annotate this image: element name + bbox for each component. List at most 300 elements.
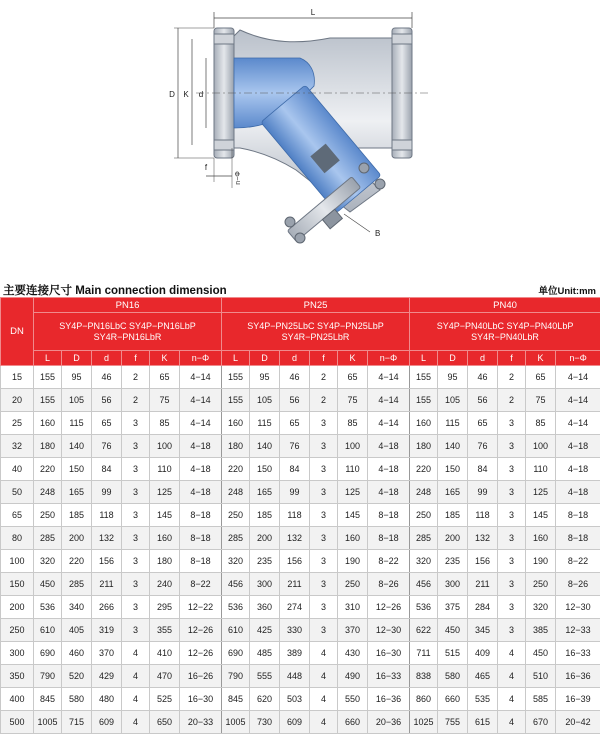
- table-cell: 4: [498, 688, 526, 711]
- table-cell: 65: [280, 412, 310, 435]
- group-pn25-header: PN25: [222, 298, 410, 313]
- table-cell: 4: [498, 711, 526, 734]
- table-cell: 790: [34, 665, 62, 688]
- table-cell: 8−22: [556, 550, 600, 573]
- table-cell: 535: [468, 688, 498, 711]
- subheader-5: K: [526, 351, 556, 366]
- table-cell: 295: [150, 596, 180, 619]
- dn-cell: 300: [1, 642, 34, 665]
- table-cell: 4: [498, 642, 526, 665]
- table-cell: 3: [310, 412, 338, 435]
- table-cell: 115: [438, 412, 468, 435]
- table-cell: 670: [526, 711, 556, 734]
- table-cell: 155: [410, 389, 438, 412]
- dn-cell: 15: [1, 366, 34, 389]
- cap-bolt-left: [285, 217, 295, 227]
- table-cell: 615: [468, 711, 498, 734]
- table-cell: 609: [92, 711, 122, 734]
- dim-D-label: D: [169, 90, 175, 99]
- subheader-6: n−Φ: [180, 351, 222, 366]
- table-cell: 266: [92, 596, 122, 619]
- table-cell: 4: [122, 711, 150, 734]
- table-row: [1, 619, 600, 642]
- table-cell: 85: [526, 412, 556, 435]
- table-cell: 660: [438, 688, 468, 711]
- table-cell: 84: [468, 458, 498, 481]
- table-cell: 250: [222, 504, 250, 527]
- table-cell: 285: [62, 573, 92, 596]
- table-cell: 340: [62, 596, 92, 619]
- table-cell: 448: [280, 665, 310, 688]
- table-cell: 320: [34, 550, 62, 573]
- table-cell: 450: [438, 619, 468, 642]
- subheader-5: K: [150, 351, 180, 366]
- table-cell: 220: [410, 458, 438, 481]
- right-flange-bolt-bottom: [392, 140, 412, 150]
- table-cell: 285: [34, 527, 62, 550]
- table-cell: 429: [92, 665, 122, 688]
- dn-cell: 250: [1, 619, 34, 642]
- table-cell: 4−14: [556, 366, 600, 389]
- dim-d-label: d: [198, 90, 204, 99]
- table-cell: 650: [150, 711, 180, 734]
- table-cell: 211: [280, 573, 310, 596]
- table-cell: 300: [438, 573, 468, 596]
- table-cell: 460: [62, 642, 92, 665]
- table-cell: 250: [526, 573, 556, 596]
- table-cell: 284: [468, 596, 498, 619]
- table-cell: 115: [62, 412, 92, 435]
- table-cell: 4−18: [368, 481, 410, 504]
- table-cell: 76: [92, 435, 122, 458]
- table-cell: 4−18: [556, 481, 600, 504]
- table-cell: 3: [122, 596, 150, 619]
- table-cell: 156: [468, 550, 498, 573]
- table-cell: 145: [150, 504, 180, 527]
- table-cell: 240: [150, 573, 180, 596]
- table-row: [1, 435, 600, 458]
- table-cell: 3: [498, 550, 526, 573]
- table-cell: 4: [310, 665, 338, 688]
- table-cell: 622: [410, 619, 438, 642]
- table-cell: 536: [222, 596, 250, 619]
- title-row: [0, 282, 600, 296]
- dn-cell: 32: [1, 435, 34, 458]
- dim-nphi-label: n−Φ: [235, 171, 242, 185]
- table-cell: 160: [34, 412, 62, 435]
- group-pn16-header: PN16: [34, 298, 222, 313]
- table-cell: 3: [122, 573, 150, 596]
- table-cell: 620: [250, 688, 280, 711]
- dn-cell: 150: [1, 573, 34, 596]
- group-pn40-models: SY4P−PN40LbC SY4P−PN40LbP SY4R−PN40LbR: [410, 313, 600, 351]
- table-cell: 248: [222, 481, 250, 504]
- table-cell: 3: [310, 481, 338, 504]
- table-cell: 4: [310, 642, 338, 665]
- table-cell: 220: [62, 550, 92, 573]
- table-cell: 2: [122, 366, 150, 389]
- table-cell: 65: [526, 366, 556, 389]
- table-cell: 4: [122, 665, 150, 688]
- subheader-1: L: [410, 351, 438, 366]
- table-cell: 145: [526, 504, 556, 527]
- table-cell: 105: [250, 389, 280, 412]
- table-cell: 4−18: [180, 481, 222, 504]
- table-cell: 525: [150, 688, 180, 711]
- table-cell: 76: [468, 435, 498, 458]
- table-cell: 16−39: [556, 688, 600, 711]
- table-cell: 3: [498, 435, 526, 458]
- table-cell: 1025: [410, 711, 438, 734]
- table-cell: 132: [280, 527, 310, 550]
- table-cell: 320: [222, 550, 250, 573]
- table-cell: 860: [410, 688, 438, 711]
- table-cell: 85: [150, 412, 180, 435]
- subheader-5: K: [338, 351, 368, 366]
- table-cell: 456: [222, 573, 250, 596]
- table-cell: 3: [498, 619, 526, 642]
- subheader-1: L: [34, 351, 62, 366]
- table-cell: 16−30: [368, 642, 410, 665]
- table-cell: 100: [338, 435, 368, 458]
- table-row: [1, 550, 600, 573]
- table-cell: 16−36: [368, 688, 410, 711]
- table-cell: 65: [338, 366, 368, 389]
- table-cell: 75: [526, 389, 556, 412]
- table-cell: 16−30: [180, 688, 222, 711]
- table-cell: 3: [122, 481, 150, 504]
- table-row: [1, 458, 600, 481]
- table-cell: 3: [122, 550, 150, 573]
- table-cell: 125: [526, 481, 556, 504]
- table-cell: 75: [150, 389, 180, 412]
- table-cell: 156: [92, 550, 122, 573]
- table-cell: 125: [338, 481, 368, 504]
- table-cell: 20−33: [180, 711, 222, 734]
- dim-B-label: B: [375, 229, 381, 238]
- table-cell: 140: [438, 435, 468, 458]
- dn-cell: 80: [1, 527, 34, 550]
- table-title: 主要连接尺寸 Main connection dimension: [3, 285, 227, 297]
- table-cell: 185: [62, 504, 92, 527]
- table-cell: 12−22: [180, 596, 222, 619]
- table-cell: 65: [92, 412, 122, 435]
- table-cell: 4: [122, 642, 150, 665]
- table-cell: 8−22: [368, 550, 410, 573]
- table-cell: 503: [280, 688, 310, 711]
- table-cell: 150: [438, 458, 468, 481]
- unit-label: 单位Unit:mm: [538, 286, 596, 297]
- group-pn16-models: SY4P−PN16LbC SY4P−PN16LbP SY4R−PN16LbR: [34, 313, 222, 351]
- table-cell: 3: [310, 435, 338, 458]
- table-row: [1, 412, 600, 435]
- table-row: [1, 366, 600, 389]
- table-cell: 8−18: [556, 527, 600, 550]
- table-cell: 3: [310, 619, 338, 642]
- table-cell: 4−14: [180, 412, 222, 435]
- table-cell: 690: [222, 642, 250, 665]
- table-cell: 46: [280, 366, 310, 389]
- table-cell: 345: [468, 619, 498, 642]
- table-cell: 250: [410, 504, 438, 527]
- table-cell: 180: [150, 550, 180, 573]
- table-cell: 12−26: [180, 642, 222, 665]
- table-row: [1, 665, 600, 688]
- table-cell: 165: [438, 481, 468, 504]
- table-cell: 200: [438, 527, 468, 550]
- table-cell: 85: [338, 412, 368, 435]
- table-cell: 140: [62, 435, 92, 458]
- table-cell: 520: [62, 665, 92, 688]
- table-cell: 320: [526, 596, 556, 619]
- table-cell: 140: [250, 435, 280, 458]
- dn-cell: 500: [1, 711, 34, 734]
- group-pn25-models: SY4P−PN25LbC SY4P−PN25LbP SY4R−PN25LbR: [222, 313, 410, 351]
- table-cell: 1005: [222, 711, 250, 734]
- table-cell: 485: [250, 642, 280, 665]
- right-flange-bolt-top: [392, 34, 412, 44]
- table-cell: 16−33: [368, 665, 410, 688]
- table-cell: 319: [92, 619, 122, 642]
- table-cell: 4−14: [180, 389, 222, 412]
- table-cell: 248: [34, 481, 62, 504]
- table-cell: 409: [468, 642, 498, 665]
- subheader-2: D: [62, 351, 92, 366]
- table-cell: 132: [92, 527, 122, 550]
- table-cell: 46: [468, 366, 498, 389]
- table-cell: 99: [92, 481, 122, 504]
- cap-bolt-right2: [359, 163, 369, 173]
- table-cell: 3: [498, 527, 526, 550]
- table-cell: 3: [122, 412, 150, 435]
- dimension-table: [0, 297, 600, 734]
- table-row: [1, 527, 600, 550]
- table-cell: 3: [498, 596, 526, 619]
- table-cell: 360: [250, 596, 280, 619]
- table-cell: 4−18: [368, 435, 410, 458]
- dim-f-label: f: [204, 163, 208, 172]
- table-cell: 330: [280, 619, 310, 642]
- table-cell: 660: [338, 711, 368, 734]
- table-cell: 211: [468, 573, 498, 596]
- table-cell: 160: [222, 412, 250, 435]
- table-cell: 580: [438, 665, 468, 688]
- table-cell: 515: [438, 642, 468, 665]
- dn-cell: 40: [1, 458, 34, 481]
- table-cell: 12−30: [368, 619, 410, 642]
- subheader-6: n−Φ: [368, 351, 410, 366]
- table-cell: 8−18: [180, 550, 222, 573]
- table-cell: 1005: [34, 711, 62, 734]
- table-cell: 16−26: [180, 665, 222, 688]
- table-cell: 180: [222, 435, 250, 458]
- table-row: [1, 688, 600, 711]
- table-cell: 2: [498, 366, 526, 389]
- subheader-3: d: [280, 351, 310, 366]
- group-pn40-header: PN40: [410, 298, 600, 313]
- table-cell: 550: [338, 688, 368, 711]
- table-cell: 8−22: [180, 573, 222, 596]
- table-cell: 4−18: [368, 458, 410, 481]
- table-cell: 3: [498, 412, 526, 435]
- table-cell: 220: [34, 458, 62, 481]
- table-cell: 465: [468, 665, 498, 688]
- table-cell: 16−36: [556, 665, 600, 688]
- table-cell: 3: [310, 573, 338, 596]
- table-cell: 456: [410, 573, 438, 596]
- table-cell: 84: [280, 458, 310, 481]
- table-cell: 4−18: [556, 435, 600, 458]
- table-cell: 145: [338, 504, 368, 527]
- table-cell: 99: [468, 481, 498, 504]
- table-cell: 110: [526, 458, 556, 481]
- table-cell: 95: [438, 366, 468, 389]
- subheader-4: f: [122, 351, 150, 366]
- table-cell: 248: [410, 481, 438, 504]
- table-cell: 150: [62, 458, 92, 481]
- dim-B-leader: [344, 214, 370, 232]
- table-cell: 370: [338, 619, 368, 642]
- table-cell: 450: [526, 642, 556, 665]
- table-cell: 536: [34, 596, 62, 619]
- table-cell: 132: [468, 527, 498, 550]
- table-cell: 250: [34, 504, 62, 527]
- table-cell: 385: [526, 619, 556, 642]
- table-cell: 580: [62, 688, 92, 711]
- table-cell: 180: [34, 435, 62, 458]
- table-cell: 3: [310, 596, 338, 619]
- table-cell: 4−18: [180, 458, 222, 481]
- table-cell: 3: [122, 527, 150, 550]
- table-cell: 155: [34, 389, 62, 412]
- table-cell: 105: [62, 389, 92, 412]
- table-cell: 200: [62, 527, 92, 550]
- table-cell: 12−26: [368, 596, 410, 619]
- dn-cell: 50: [1, 481, 34, 504]
- table-cell: 510: [526, 665, 556, 688]
- table-cell: 4−14: [368, 389, 410, 412]
- table-cell: 155: [34, 366, 62, 389]
- table-cell: 110: [338, 458, 368, 481]
- table-cell: 3: [310, 527, 338, 550]
- table-cell: 3: [498, 458, 526, 481]
- table-cell: 755: [438, 711, 468, 734]
- table-cell: 274: [280, 596, 310, 619]
- table-cell: 3: [122, 504, 150, 527]
- subheader-1: L: [222, 351, 250, 366]
- table-cell: 8−18: [368, 527, 410, 550]
- table-cell: 211: [92, 573, 122, 596]
- table-cell: 4: [122, 688, 150, 711]
- table-cell: 4−14: [180, 366, 222, 389]
- table-cell: 160: [338, 527, 368, 550]
- table-cell: 285: [410, 527, 438, 550]
- table-cell: 155: [222, 366, 250, 389]
- table-row: [1, 573, 600, 596]
- table-cell: 375: [438, 596, 468, 619]
- table-cell: 3: [498, 573, 526, 596]
- table-cell: 118: [280, 504, 310, 527]
- subheader-6: n−Φ: [556, 351, 600, 366]
- left-flange-bolt-top: [214, 34, 234, 44]
- table-cell: 711: [410, 642, 438, 665]
- table-row: [1, 504, 600, 527]
- table-cell: 3: [498, 504, 526, 527]
- table-cell: 845: [34, 688, 62, 711]
- table-cell: 585: [526, 688, 556, 711]
- table-cell: 690: [34, 642, 62, 665]
- table-cell: 75: [338, 389, 368, 412]
- table-cell: 3: [122, 435, 150, 458]
- table-cell: 155: [222, 389, 250, 412]
- dn-cell: 400: [1, 688, 34, 711]
- table-row: [1, 389, 600, 412]
- table-cell: 99: [280, 481, 310, 504]
- table-cell: 65: [468, 412, 498, 435]
- table-cell: 320: [410, 550, 438, 573]
- table-cell: 8−18: [556, 504, 600, 527]
- table-cell: 8−18: [180, 527, 222, 550]
- dn-cell: 200: [1, 596, 34, 619]
- table-cell: 3: [310, 504, 338, 527]
- table-cell: 56: [468, 389, 498, 412]
- table-cell: 12−30: [556, 596, 600, 619]
- table-cell: 16−33: [556, 642, 600, 665]
- table-cell: 730: [250, 711, 280, 734]
- table-cell: 389: [280, 642, 310, 665]
- table-cell: 118: [92, 504, 122, 527]
- table-cell: 56: [280, 389, 310, 412]
- table-row: [1, 642, 600, 665]
- table-cell: 4−14: [368, 412, 410, 435]
- table-cell: 110: [150, 458, 180, 481]
- table-cell: 536: [410, 596, 438, 619]
- table-cell: 165: [62, 481, 92, 504]
- table-cell: 95: [250, 366, 280, 389]
- table-cell: 450: [34, 573, 62, 596]
- table-cell: 95: [62, 366, 92, 389]
- table-cell: 609: [280, 711, 310, 734]
- table-cell: 235: [250, 550, 280, 573]
- subheader-4: f: [498, 351, 526, 366]
- table-cell: 100: [150, 435, 180, 458]
- table-cell: 3: [310, 458, 338, 481]
- table-cell: 65: [150, 366, 180, 389]
- table-cell: 610: [34, 619, 62, 642]
- table-cell: 185: [438, 504, 468, 527]
- table-cell: 118: [468, 504, 498, 527]
- table-cell: 235: [438, 550, 468, 573]
- table-cell: 790: [222, 665, 250, 688]
- cap-bolt-right: [375, 179, 385, 189]
- dn-cell: 65: [1, 504, 34, 527]
- table-cell: 250: [338, 573, 368, 596]
- table-cell: 4−14: [556, 389, 600, 412]
- table-cell: 8−18: [368, 504, 410, 527]
- dn-header: DN: [1, 298, 34, 366]
- table-cell: 84: [92, 458, 122, 481]
- table-cell: 2: [498, 389, 526, 412]
- table-cell: 4: [310, 711, 338, 734]
- table-cell: 76: [280, 435, 310, 458]
- table-cell: 4: [310, 688, 338, 711]
- table-cell: 470: [150, 665, 180, 688]
- table-cell: 155: [410, 366, 438, 389]
- dn-cell: 100: [1, 550, 34, 573]
- table-cell: 100: [526, 435, 556, 458]
- table-cell: 46: [92, 366, 122, 389]
- table-cell: 115: [250, 412, 280, 435]
